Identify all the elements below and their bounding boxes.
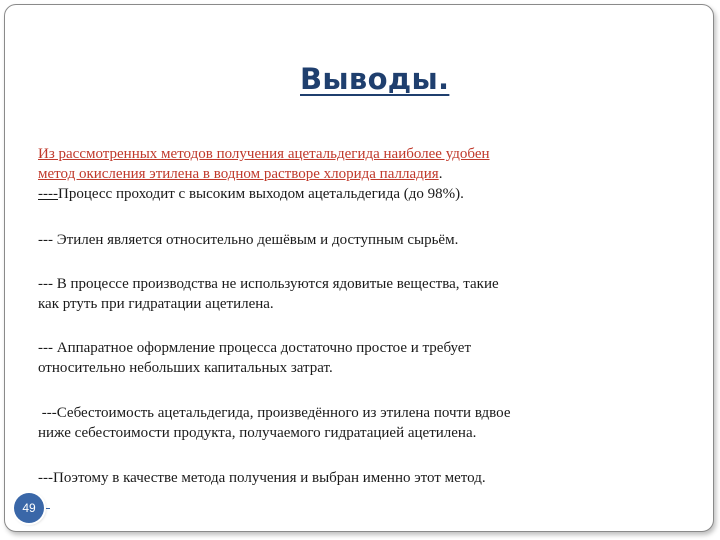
point-2: --- Этилен является относительно дешёвым и доступным сырьём. xyxy=(38,232,459,248)
point1-text: Процесс проходит с высоким выходом ацетальдегида (до 98%). xyxy=(57,186,464,202)
intro-line-2: метод окисления этилена в водном растворе хлорида палладия xyxy=(38,166,439,182)
point-5 xyxy=(38,403,678,443)
intro-paragraph xyxy=(38,144,678,204)
point4-line-2: относительно небольших капитальных затрат. xyxy=(38,360,333,376)
intro-period: . xyxy=(438,166,443,182)
point3-line-1: --- В процессе производства не используются ядовитые вещества, такие xyxy=(38,276,499,292)
slide-title: Выводы. xyxy=(300,62,450,96)
page-badge-connector xyxy=(44,508,50,509)
intro-line-1: Из рассмотренных методов получения ацетальдегида наиболее удобен xyxy=(38,146,490,162)
point4-line-1: --- Аппаратное оформление процесса достаточно простое и требует xyxy=(38,340,472,356)
point1-dash: ---- xyxy=(38,186,58,202)
point5-line-1: ---Себестоимость ацетальдегида, произведённого из этилена почти вдвое xyxy=(38,405,511,421)
point-3 xyxy=(38,274,678,314)
point5-line-2: ниже себестоимости продукта, получаемого гидратацией ацетилена. xyxy=(38,425,477,441)
point3-line-2: как ртуть при гидратации ацетилена. xyxy=(38,296,274,312)
point-6: ---Поэтому в качестве метода получения и выбран именно этот метод. xyxy=(38,470,486,486)
point-4 xyxy=(38,338,678,378)
page-number-badge: 49 xyxy=(14,493,44,523)
